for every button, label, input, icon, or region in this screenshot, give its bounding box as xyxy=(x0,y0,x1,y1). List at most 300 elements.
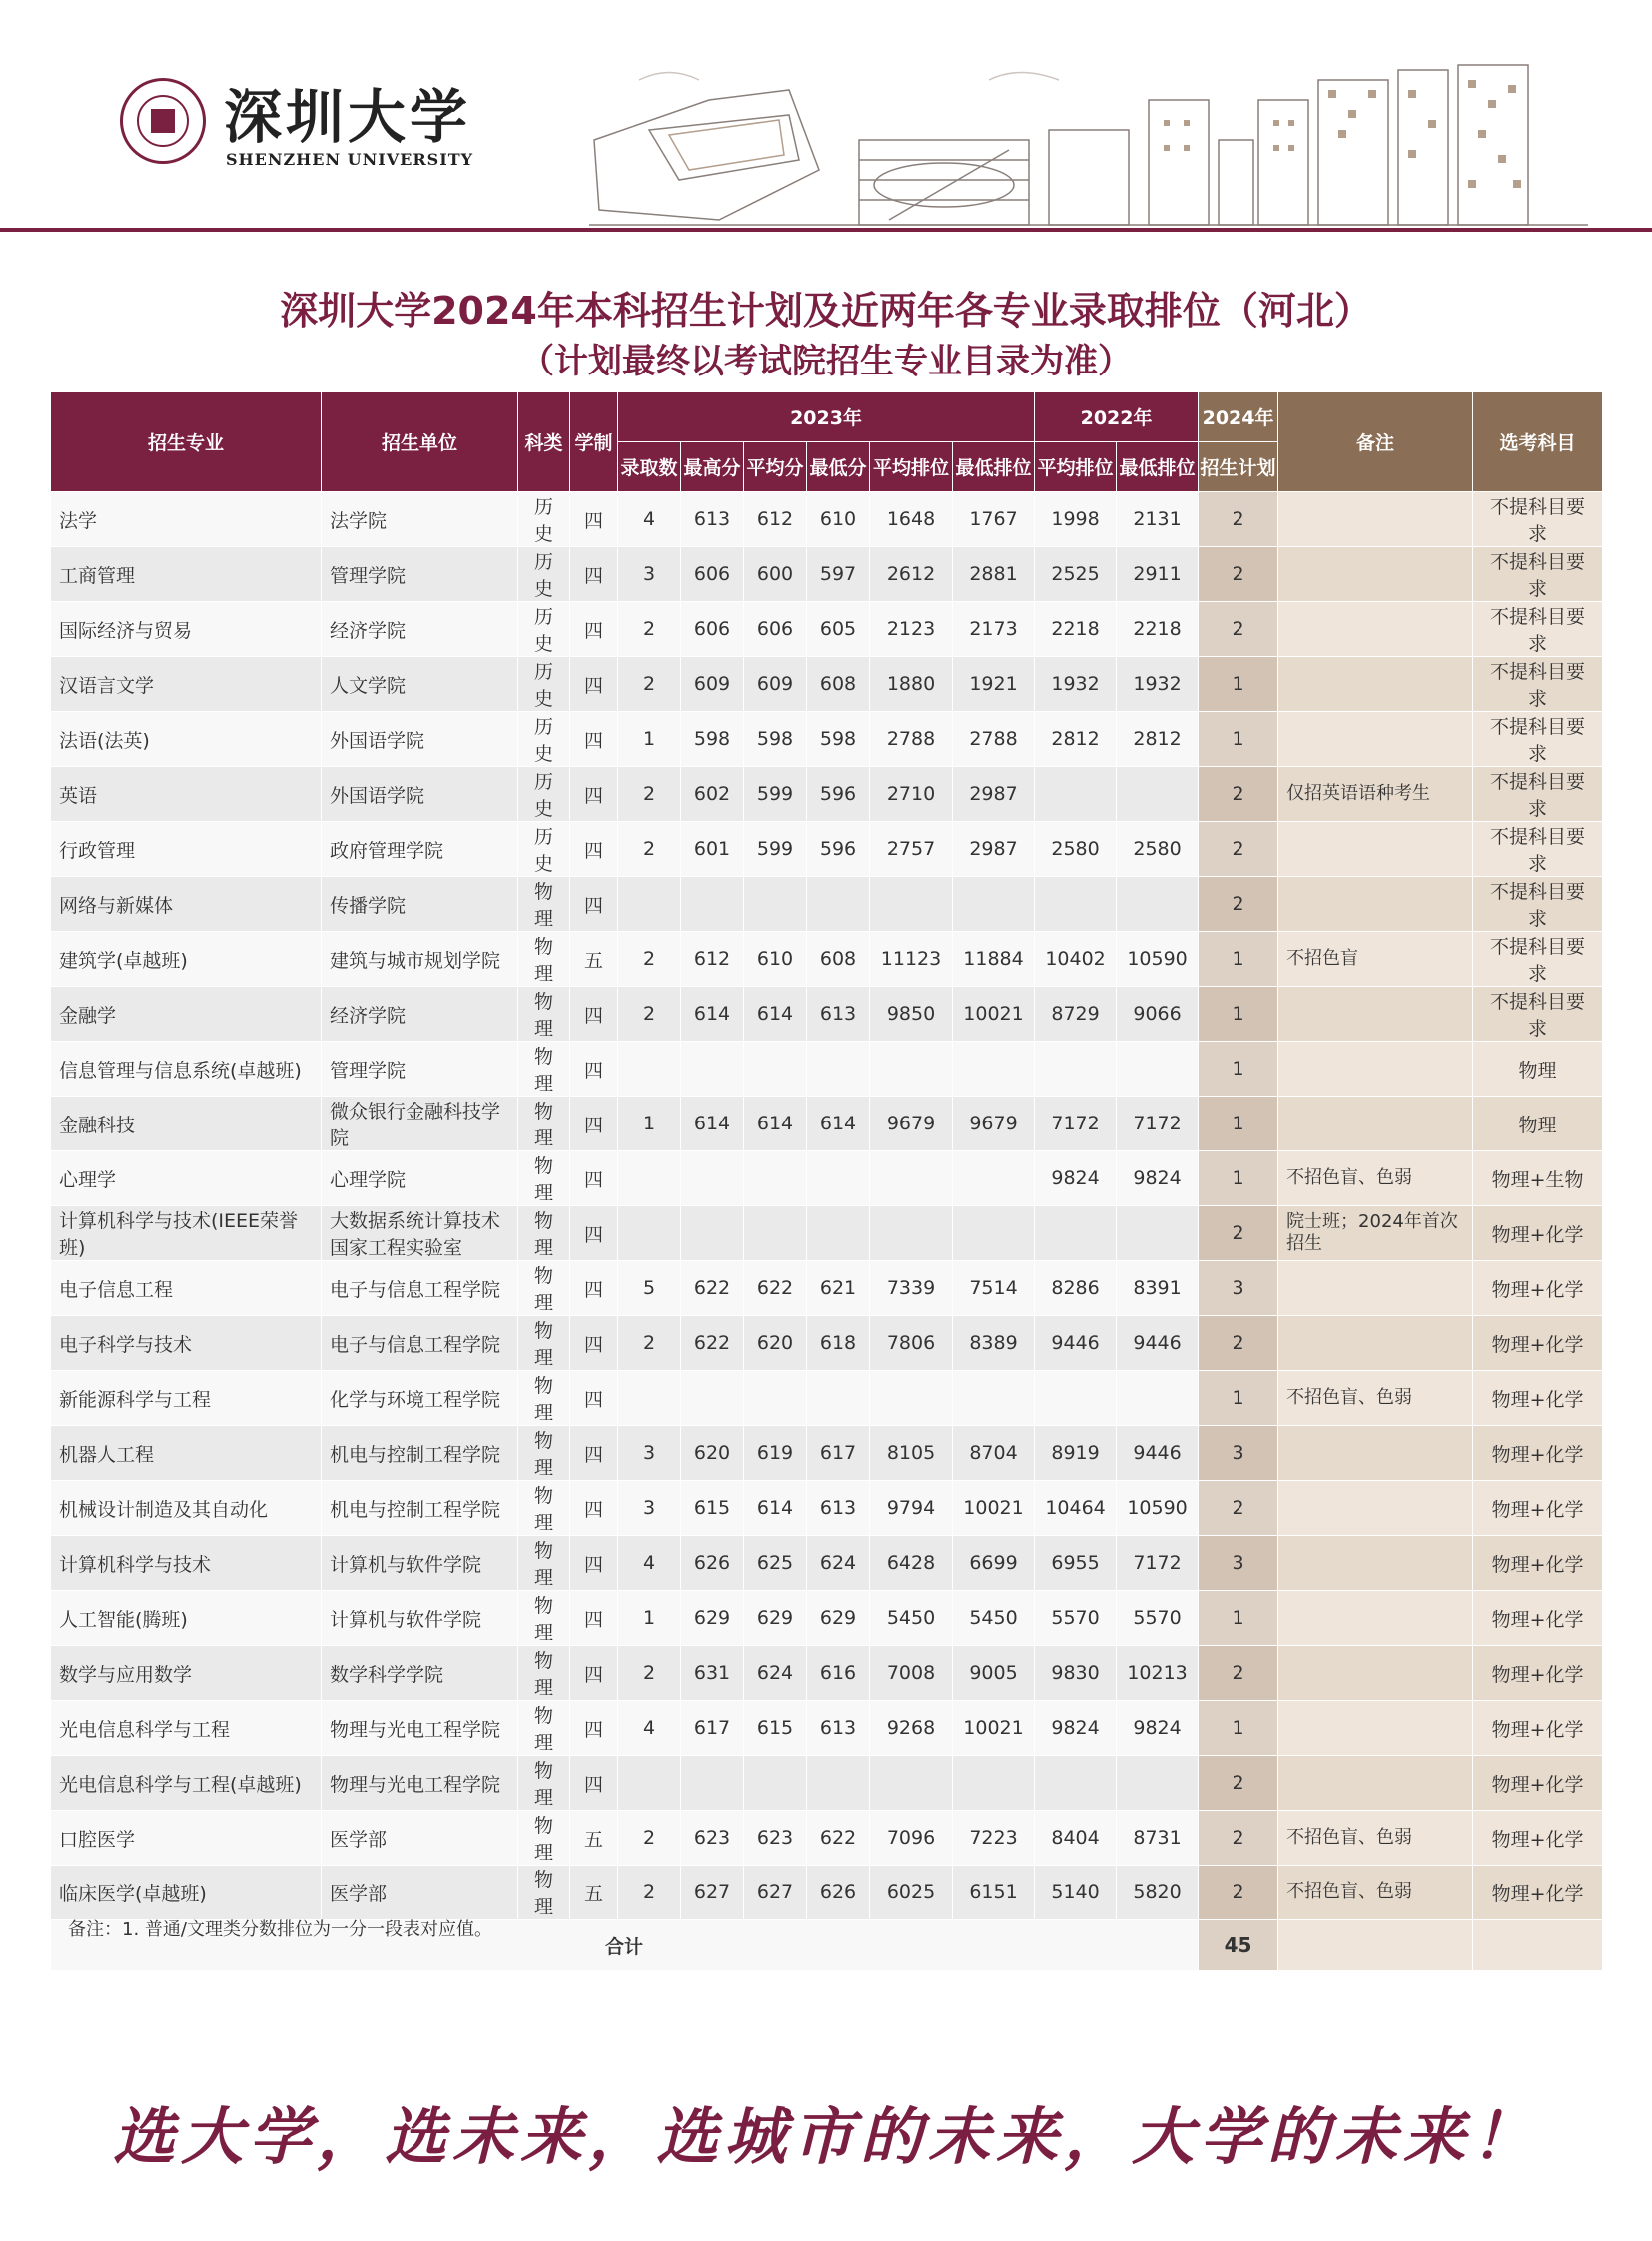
cell-remark xyxy=(1278,822,1473,877)
cell-plan: 2 xyxy=(1199,1646,1278,1701)
cell-plan: 1 xyxy=(1199,1097,1278,1151)
cell-max-score xyxy=(681,1042,744,1097)
campus-buildings-illustration xyxy=(589,60,1588,230)
cell-min-score: 621 xyxy=(807,1261,870,1316)
cell-subject: 物理+化学 xyxy=(1473,1206,1603,1261)
cell-remark xyxy=(1278,1591,1473,1646)
cell-major: 数学与应用数学 xyxy=(51,1646,322,1701)
cell-min-score: 596 xyxy=(807,822,870,877)
cell-remark xyxy=(1278,1481,1473,1536)
cell-max-score: 609 xyxy=(681,657,744,712)
cell-avg-rank-2022: 10464 xyxy=(1035,1481,1117,1536)
cell-category: 历史 xyxy=(518,712,570,767)
cell-avg-rank-2023 xyxy=(870,1206,953,1261)
cell-avg-rank-2022: 6955 xyxy=(1035,1536,1117,1591)
cell-avg-score: 629 xyxy=(744,1591,807,1646)
cell-admitted: 2 xyxy=(618,932,681,987)
logo-chinese-name: 深圳大学 xyxy=(224,83,472,151)
cell-min-score: 596 xyxy=(807,767,870,822)
cell-major: 心理学 xyxy=(51,1151,322,1206)
cell-avg-rank-2023 xyxy=(870,1042,953,1097)
cell-avg-rank-2023: 7339 xyxy=(870,1261,953,1316)
cell-min-rank-2023: 2173 xyxy=(953,602,1035,657)
header-major: 招生专业 xyxy=(51,392,322,492)
cell-admitted: 2 xyxy=(618,822,681,877)
cell-admitted: 2 xyxy=(618,767,681,822)
cell-avg-rank-2023 xyxy=(870,1756,953,1811)
cell-min-score: 613 xyxy=(807,987,870,1042)
admission-table xyxy=(50,391,1603,1971)
cell-remark: 仅招英语语种考生 xyxy=(1278,767,1473,822)
cell-max-score: 613 xyxy=(681,492,744,547)
cell-avg-rank-2022: 8286 xyxy=(1035,1261,1117,1316)
cell-min-score xyxy=(807,1206,870,1261)
cell-avg-score: 627 xyxy=(744,1866,807,1920)
cell-min-rank-2022 xyxy=(1117,1206,1199,1261)
cell-avg-score xyxy=(744,1042,807,1097)
cell-min-rank-2023: 11884 xyxy=(953,932,1035,987)
cell-max-score: 598 xyxy=(681,712,744,767)
cell-max-score: 615 xyxy=(681,1481,744,1536)
cell-remark xyxy=(1278,602,1473,657)
cell-avg-rank-2023: 2612 xyxy=(870,547,953,602)
cell-subject: 物理+化学 xyxy=(1473,1261,1603,1316)
cell-category: 物理 xyxy=(518,1261,570,1316)
cell-major: 国际经济与贸易 xyxy=(51,602,322,657)
cell-subject: 物理+化学 xyxy=(1473,1811,1603,1866)
cell-subject: 不提科目要求 xyxy=(1473,767,1603,822)
cell-avg-rank-2022: 5570 xyxy=(1035,1591,1117,1646)
page-header xyxy=(0,0,1652,240)
table-row xyxy=(51,1756,1603,1811)
table-row xyxy=(51,1151,1603,1206)
cell-unit: 传播学院 xyxy=(322,877,518,932)
cell-unit: 计算机与软件学院 xyxy=(322,1536,518,1591)
cell-unit: 物理与光电工程学院 xyxy=(322,1701,518,1756)
cell-plan: 2 xyxy=(1199,767,1278,822)
cell-avg-rank-2022: 5140 xyxy=(1035,1866,1117,1920)
cell-major: 电子信息工程 xyxy=(51,1261,322,1316)
cell-remark: 不招色盲、色弱 xyxy=(1278,1371,1473,1426)
cell-plan: 2 xyxy=(1199,1481,1278,1536)
cell-avg-rank-2023: 2757 xyxy=(870,822,953,877)
cell-avg-rank-2022 xyxy=(1035,1042,1117,1097)
cell-duration: 四 xyxy=(570,1756,618,1811)
cell-avg-score: 614 xyxy=(744,987,807,1042)
cell-major: 光电信息科学与工程(卓越班) xyxy=(51,1756,322,1811)
footnote: 备注：1. 普通/文理类分数排位为一分一段表对应值。 xyxy=(68,1919,492,1940)
cell-category: 物理 xyxy=(518,1426,570,1481)
cell-plan: 3 xyxy=(1199,1261,1278,1316)
cell-min-rank-2022 xyxy=(1117,877,1199,932)
cell-min-rank-2022: 9824 xyxy=(1117,1151,1199,1206)
cell-min-rank-2023: 1921 xyxy=(953,657,1035,712)
cell-duration: 五 xyxy=(570,932,618,987)
header-avg-score: 平均分 xyxy=(744,442,807,492)
header-category: 科类 xyxy=(518,392,570,492)
cell-min-rank-2023: 5450 xyxy=(953,1591,1035,1646)
logo-english-name: SHENZHEN UNIVERSITY xyxy=(226,150,474,169)
cell-duration: 五 xyxy=(570,1866,618,1920)
cell-admitted xyxy=(618,1206,681,1261)
cell-min-score: 616 xyxy=(807,1646,870,1701)
cell-avg-rank-2023: 9850 xyxy=(870,987,953,1042)
cell-subject: 不提科目要求 xyxy=(1473,987,1603,1042)
cell-subject: 不提科目要求 xyxy=(1473,657,1603,712)
cell-admitted: 2 xyxy=(618,657,681,712)
cell-duration: 四 xyxy=(570,1536,618,1591)
header-plan: 招生计划 xyxy=(1199,442,1278,492)
cell-category: 物理 xyxy=(518,1536,570,1591)
cell-admitted: 1 xyxy=(618,712,681,767)
cell-admitted: 2 xyxy=(618,1866,681,1920)
header-min-score: 最低分 xyxy=(807,442,870,492)
cell-avg-rank-2022: 2525 xyxy=(1035,547,1117,602)
cell-min-rank-2022: 8731 xyxy=(1117,1811,1199,1866)
cell-max-score: 606 xyxy=(681,602,744,657)
cell-major: 工商管理 xyxy=(51,547,322,602)
cell-duration: 四 xyxy=(570,492,618,547)
cell-remark xyxy=(1278,987,1473,1042)
table-row xyxy=(51,1042,1603,1097)
table-row xyxy=(51,932,1603,987)
cell-plan: 1 xyxy=(1199,657,1278,712)
cell-remark xyxy=(1278,1042,1473,1097)
cell-max-score: 627 xyxy=(681,1866,744,1920)
header-divider xyxy=(0,228,1652,232)
cell-category: 物理 xyxy=(518,1316,570,1371)
cell-category: 物理 xyxy=(518,1756,570,1811)
cell-avg-score xyxy=(744,1756,807,1811)
cell-min-score: 605 xyxy=(807,602,870,657)
cell-remark xyxy=(1278,1536,1473,1591)
cell-unit: 机电与控制工程学院 xyxy=(322,1481,518,1536)
table-row xyxy=(51,1536,1603,1591)
cell-avg-score: 624 xyxy=(744,1646,807,1701)
cell-avg-rank-2023: 6428 xyxy=(870,1536,953,1591)
cell-duration: 四 xyxy=(570,547,618,602)
cell-subject: 不提科目要求 xyxy=(1473,712,1603,767)
table-row xyxy=(51,1866,1603,1920)
cell-plan: 2 xyxy=(1199,547,1278,602)
cell-avg-score: 612 xyxy=(744,492,807,547)
cell-admitted: 4 xyxy=(618,1701,681,1756)
cell-plan: 3 xyxy=(1199,1536,1278,1591)
cell-unit: 数学科学学院 xyxy=(322,1646,518,1701)
table-body xyxy=(51,492,1603,1920)
cell-major: 英语 xyxy=(51,767,322,822)
cell-duration: 四 xyxy=(570,1701,618,1756)
cell-min-rank-2023: 7514 xyxy=(953,1261,1035,1316)
cell-max-score: 617 xyxy=(681,1701,744,1756)
cell-plan: 1 xyxy=(1199,712,1278,767)
cell-duration: 四 xyxy=(570,1206,618,1261)
cell-subject: 不提科目要求 xyxy=(1473,877,1603,932)
cell-avg-rank-2023: 2123 xyxy=(870,602,953,657)
cell-major: 金融科技 xyxy=(51,1097,322,1151)
cell-min-score: 617 xyxy=(807,1426,870,1481)
cell-min-score: 613 xyxy=(807,1481,870,1536)
cell-min-rank-2022: 2131 xyxy=(1117,492,1199,547)
cell-min-rank-2023: 9005 xyxy=(953,1646,1035,1701)
cell-unit: 管理学院 xyxy=(322,1042,518,1097)
cell-unit: 大数据系统计算技术国家工程实验室 xyxy=(322,1206,518,1261)
cell-min-rank-2023: 10021 xyxy=(953,1701,1035,1756)
cell-min-rank-2023: 6151 xyxy=(953,1866,1035,1920)
cell-remark: 院士班；2024年首次招生 xyxy=(1278,1206,1473,1261)
cell-avg-rank-2022 xyxy=(1035,767,1117,822)
cell-major: 计算机科学与技术(IEEE荣誉班) xyxy=(51,1206,322,1261)
cell-major: 电子科学与技术 xyxy=(51,1316,322,1371)
cell-unit: 电子与信息工程学院 xyxy=(322,1316,518,1371)
header-year-2024: 2024年 xyxy=(1199,392,1278,442)
cell-duration: 四 xyxy=(570,1646,618,1701)
cell-avg-score: 620 xyxy=(744,1316,807,1371)
cell-avg-rank-2022: 9824 xyxy=(1035,1701,1117,1756)
cell-duration: 四 xyxy=(570,1371,618,1426)
cell-avg-score: 619 xyxy=(744,1426,807,1481)
cell-avg-rank-2023: 9679 xyxy=(870,1097,953,1151)
cell-max-score: 623 xyxy=(681,1811,744,1866)
cell-avg-score: 615 xyxy=(744,1701,807,1756)
cell-avg-rank-2023: 9794 xyxy=(870,1481,953,1536)
cell-admitted: 1 xyxy=(618,1591,681,1646)
cell-min-score xyxy=(807,1151,870,1206)
cell-max-score: 631 xyxy=(681,1646,744,1701)
header-year-2022: 2022年 xyxy=(1035,392,1199,442)
cell-duration: 四 xyxy=(570,1097,618,1151)
total-remark-cell xyxy=(1278,1920,1473,1971)
cell-avg-rank-2022: 10402 xyxy=(1035,932,1117,987)
cell-admitted xyxy=(618,1371,681,1426)
cell-avg-rank-2023: 2710 xyxy=(870,767,953,822)
cell-unit: 政府管理学院 xyxy=(322,822,518,877)
cell-duration: 四 xyxy=(570,1591,618,1646)
cell-avg-rank-2022: 8404 xyxy=(1035,1811,1117,1866)
cell-min-score: 624 xyxy=(807,1536,870,1591)
cell-admitted: 2 xyxy=(618,1316,681,1371)
cell-major: 新能源科学与工程 xyxy=(51,1371,322,1426)
cell-min-rank-2023: 6699 xyxy=(953,1536,1035,1591)
cell-duration: 四 xyxy=(570,1261,618,1316)
cell-subject: 物理+化学 xyxy=(1473,1371,1603,1426)
cell-plan: 1 xyxy=(1199,1701,1278,1756)
cell-plan: 2 xyxy=(1199,492,1278,547)
cell-duration: 四 xyxy=(570,1316,618,1371)
cell-major: 计算机科学与技术 xyxy=(51,1536,322,1591)
cell-plan: 1 xyxy=(1199,1151,1278,1206)
cell-avg-score: 599 xyxy=(744,767,807,822)
cell-min-rank-2022: 7172 xyxy=(1117,1536,1199,1591)
cell-remark xyxy=(1278,657,1473,712)
cell-duration: 五 xyxy=(570,1811,618,1866)
cell-unit: 经济学院 xyxy=(322,987,518,1042)
cell-plan: 2 xyxy=(1199,1811,1278,1866)
cell-duration: 四 xyxy=(570,1426,618,1481)
table-row xyxy=(51,767,1603,822)
cell-admitted: 4 xyxy=(618,1536,681,1591)
cell-min-rank-2022: 10590 xyxy=(1117,932,1199,987)
cell-admitted xyxy=(618,1756,681,1811)
cell-max-score xyxy=(681,877,744,932)
cell-max-score: 612 xyxy=(681,932,744,987)
cell-max-score: 622 xyxy=(681,1261,744,1316)
cell-max-score: 614 xyxy=(681,1097,744,1151)
cell-category: 物理 xyxy=(518,1042,570,1097)
table-row xyxy=(51,822,1603,877)
table-row xyxy=(51,1701,1603,1756)
header-avg-rank-2022: 平均排位 xyxy=(1035,442,1117,492)
cell-unit: 法学院 xyxy=(322,492,518,547)
cell-subject: 物理+化学 xyxy=(1473,1536,1603,1591)
cell-avg-rank-2022 xyxy=(1035,1206,1117,1261)
cell-plan: 2 xyxy=(1199,822,1278,877)
cell-category: 历史 xyxy=(518,822,570,877)
cell-unit: 电子与信息工程学院 xyxy=(322,1261,518,1316)
cell-avg-score xyxy=(744,877,807,932)
cell-remark xyxy=(1278,1701,1473,1756)
cell-major: 金融学 xyxy=(51,987,322,1042)
cell-min-rank-2022 xyxy=(1117,1756,1199,1811)
header-year-2023: 2023年 xyxy=(618,392,1035,442)
cell-duration: 四 xyxy=(570,987,618,1042)
cell-admitted: 2 xyxy=(618,987,681,1042)
cell-min-rank-2023: 2788 xyxy=(953,712,1035,767)
cell-category: 物理 xyxy=(518,1701,570,1756)
cell-avg-rank-2023: 7096 xyxy=(870,1811,953,1866)
cell-min-rank-2022: 2911 xyxy=(1117,547,1199,602)
table-row xyxy=(51,1316,1603,1371)
cell-category: 物理 xyxy=(518,1811,570,1866)
table-row xyxy=(51,1097,1603,1151)
header-max-score: 最高分 xyxy=(681,442,744,492)
cell-min-rank-2022: 9824 xyxy=(1117,1701,1199,1756)
cell-unit: 人文学院 xyxy=(322,657,518,712)
cell-avg-rank-2023: 7008 xyxy=(870,1646,953,1701)
page-title: 深圳大学2024年本科招生计划及近两年各专业录取排位（河北） xyxy=(280,289,1372,333)
cell-avg-score: 610 xyxy=(744,932,807,987)
cell-remark: 不招色盲 xyxy=(1278,932,1473,987)
cell-min-rank-2022: 7172 xyxy=(1117,1097,1199,1151)
cell-duration: 四 xyxy=(570,657,618,712)
cell-min-score: 622 xyxy=(807,1811,870,1866)
table-header xyxy=(51,392,1603,492)
cell-min-rank-2022: 2580 xyxy=(1117,822,1199,877)
cell-avg-rank-2023 xyxy=(870,1151,953,1206)
cell-major: 机器人工程 xyxy=(51,1426,322,1481)
cell-category: 物理 xyxy=(518,932,570,987)
cell-unit: 医学部 xyxy=(322,1866,518,1920)
cell-remark: 不招色盲、色弱 xyxy=(1278,1151,1473,1206)
cell-subject: 不提科目要求 xyxy=(1473,932,1603,987)
cell-remark: 不招色盲、色弱 xyxy=(1278,1866,1473,1920)
cell-avg-rank-2022: 9824 xyxy=(1035,1151,1117,1206)
table-row xyxy=(51,1646,1603,1701)
table-row xyxy=(51,602,1603,657)
cell-min-rank-2023: 2987 xyxy=(953,822,1035,877)
cell-admitted: 3 xyxy=(618,1481,681,1536)
cell-remark xyxy=(1278,1316,1473,1371)
cell-duration: 四 xyxy=(570,712,618,767)
cell-subject: 物理 xyxy=(1473,1097,1603,1151)
cell-min-rank-2022: 5570 xyxy=(1117,1591,1199,1646)
cell-avg-rank-2023: 9268 xyxy=(870,1701,953,1756)
cell-unit: 化学与环境工程学院 xyxy=(322,1371,518,1426)
header-unit: 招生单位 xyxy=(322,392,518,492)
cell-avg-rank-2023: 1880 xyxy=(870,657,953,712)
table-row xyxy=(51,1206,1603,1261)
cell-subject: 不提科目要求 xyxy=(1473,547,1603,602)
cell-admitted: 2 xyxy=(618,602,681,657)
cell-plan: 1 xyxy=(1199,932,1278,987)
cell-major: 口腔医学 xyxy=(51,1811,322,1866)
cell-admitted: 2 xyxy=(618,1811,681,1866)
cell-min-score: 610 xyxy=(807,492,870,547)
header-avg-rank-2023: 平均排位 xyxy=(870,442,953,492)
cell-unit: 机电与控制工程学院 xyxy=(322,1426,518,1481)
cell-avg-rank-2023: 6025 xyxy=(870,1866,953,1920)
cell-major: 光电信息科学与工程 xyxy=(51,1701,322,1756)
cell-unit: 心理学院 xyxy=(322,1151,518,1206)
cell-plan: 2 xyxy=(1199,1866,1278,1920)
cell-duration: 四 xyxy=(570,822,618,877)
cell-avg-score: 606 xyxy=(744,602,807,657)
cell-avg-score xyxy=(744,1206,807,1261)
cell-plan: 2 xyxy=(1199,877,1278,932)
cell-category: 物理 xyxy=(518,987,570,1042)
cell-major: 建筑学(卓越班) xyxy=(51,932,322,987)
cell-min-rank-2022: 1932 xyxy=(1117,657,1199,712)
cell-avg-rank-2022: 1998 xyxy=(1035,492,1117,547)
cell-avg-rank-2023: 2788 xyxy=(870,712,953,767)
cell-category: 物理 xyxy=(518,1481,570,1536)
cell-admitted: 2 xyxy=(618,1646,681,1701)
cell-remark xyxy=(1278,1646,1473,1701)
cell-subject: 物理+化学 xyxy=(1473,1756,1603,1811)
cell-category: 物理 xyxy=(518,1206,570,1261)
cell-category: 物理 xyxy=(518,1866,570,1920)
cell-avg-rank-2023: 11123 xyxy=(870,932,953,987)
cell-min-score xyxy=(807,1756,870,1811)
cell-max-score xyxy=(681,1151,744,1206)
cell-avg-rank-2022: 2812 xyxy=(1035,712,1117,767)
table-row xyxy=(51,492,1603,547)
cell-remark xyxy=(1278,1426,1473,1481)
cell-avg-score xyxy=(744,1151,807,1206)
slogan: 选大学，选未来，选城市的未来，大学的未来！ xyxy=(112,2100,1539,2173)
cell-min-score xyxy=(807,1042,870,1097)
cell-min-rank-2022: 10213 xyxy=(1117,1646,1199,1701)
cell-min-score xyxy=(807,877,870,932)
cell-remark xyxy=(1278,1261,1473,1316)
cell-min-rank-2022: 2218 xyxy=(1117,602,1199,657)
cell-unit: 外国语学院 xyxy=(322,712,518,767)
cell-min-rank-2022 xyxy=(1117,767,1199,822)
cell-plan: 2 xyxy=(1199,1756,1278,1811)
cell-max-score: 622 xyxy=(681,1316,744,1371)
cell-category: 物理 xyxy=(518,1151,570,1206)
cell-duration: 四 xyxy=(570,1151,618,1206)
cell-min-rank-2023 xyxy=(953,1151,1035,1206)
cell-max-score: 620 xyxy=(681,1426,744,1481)
table-row xyxy=(51,1811,1603,1866)
cell-remark xyxy=(1278,547,1473,602)
cell-subject: 物理 xyxy=(1473,1042,1603,1097)
cell-max-score xyxy=(681,1371,744,1426)
cell-avg-rank-2022: 7172 xyxy=(1035,1097,1117,1151)
table-row xyxy=(51,1371,1603,1426)
cell-unit: 管理学院 xyxy=(322,547,518,602)
